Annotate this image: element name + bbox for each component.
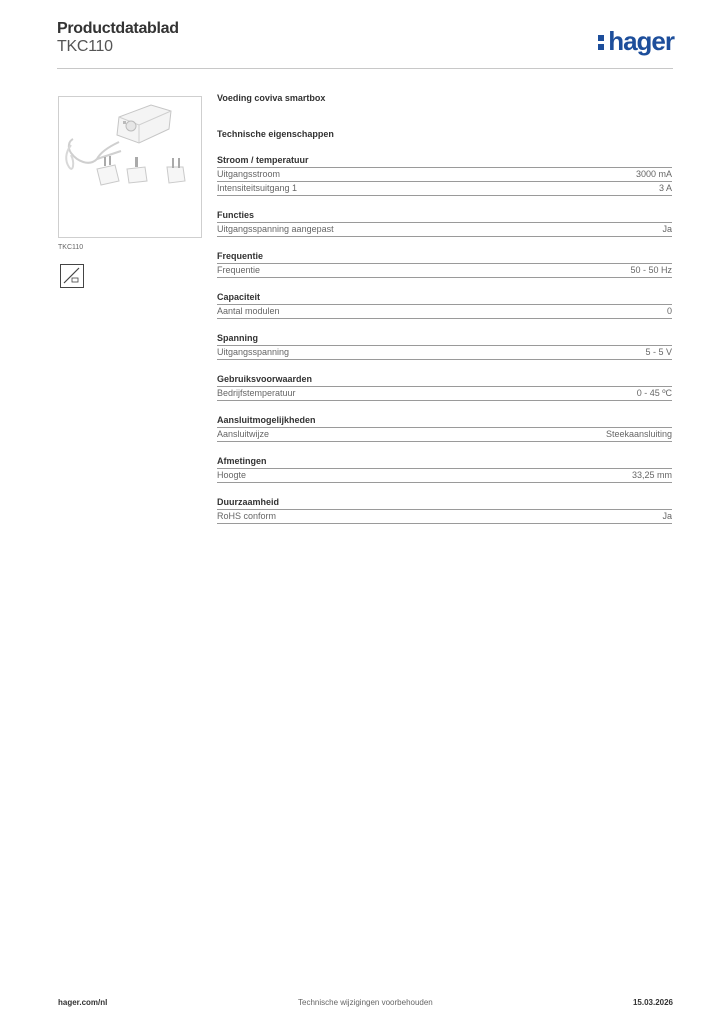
spec-label: Hoogte xyxy=(217,470,247,480)
spec-value: 5 - 5 V xyxy=(645,347,672,357)
spec-row xyxy=(217,428,672,442)
spec-label: RoHS conform xyxy=(217,511,277,521)
spec-group xyxy=(217,455,672,483)
logo-text: hager xyxy=(608,26,674,56)
spec-label: Uitgangsspanning aangepast xyxy=(217,224,334,234)
spec-group-title: Aansluitmogelijkheden xyxy=(217,414,672,428)
spec-group-title: Afmetingen xyxy=(217,455,672,469)
spec-group xyxy=(217,373,672,401)
product-code: TKC110 xyxy=(57,38,113,55)
hager-logo xyxy=(597,26,674,57)
power-adapter-icon xyxy=(59,97,201,237)
section-heading: Technische eigenschappen xyxy=(217,129,334,139)
spec-value: Ja xyxy=(662,511,672,521)
spec-row xyxy=(217,469,672,483)
spec-value: 3000 mA xyxy=(635,169,672,179)
spec-group-title: Functies xyxy=(217,209,672,223)
logo-dots-icon xyxy=(597,31,606,51)
product-name: Voeding coviva smartbox xyxy=(217,93,326,103)
spec-row xyxy=(217,510,672,524)
specifications xyxy=(217,92,672,524)
spec-label: Bedrijfstemperatuur xyxy=(217,388,296,398)
spec-group xyxy=(217,332,672,360)
spec-row xyxy=(217,346,672,360)
spec-label: Uitgangsstroom xyxy=(217,169,281,179)
spec-label: Aansluitwijze xyxy=(217,429,270,439)
spec-row xyxy=(217,264,672,278)
spec-row xyxy=(217,387,672,401)
spec-value: 3 A xyxy=(658,183,672,193)
spec-value: Steekaansluiting xyxy=(605,429,672,439)
spec-value: 0 - 45 ºC xyxy=(636,388,672,398)
spec-label: Intensiteitsuitgang 1 xyxy=(217,183,298,193)
spec-row xyxy=(217,168,672,182)
page-title: Productdatablad xyxy=(57,20,179,37)
footer-date: 15.03.2026 xyxy=(632,998,673,1007)
spec-value: Ja xyxy=(662,224,672,234)
spec-group xyxy=(217,414,672,442)
footer-website: hager.com/nl xyxy=(58,998,108,1007)
spec-group xyxy=(217,291,672,319)
safety-transformer-icon xyxy=(60,264,84,288)
spec-group xyxy=(217,250,672,278)
product-image xyxy=(58,96,202,238)
spec-group-title: Spanning xyxy=(217,332,672,346)
spec-row xyxy=(217,305,672,319)
spec-label: Frequentie xyxy=(217,265,261,275)
spec-label: Aantal modulen xyxy=(217,306,280,316)
spec-label: Uitgangsspanning xyxy=(217,347,290,357)
spec-value: 0 xyxy=(666,306,672,316)
spec-group-title: Duurzaamheid xyxy=(217,496,672,510)
spec-group xyxy=(217,154,672,196)
spec-row xyxy=(217,223,672,237)
image-caption: TKC110 xyxy=(58,244,84,251)
spec-value: 33,25 mm xyxy=(631,470,672,480)
spec-group-title: Frequentie xyxy=(217,250,672,264)
spec-value: 50 - 50 Hz xyxy=(630,265,672,275)
spec-group-title: Capaciteit xyxy=(217,291,672,305)
spec-group-title: Stroom / temperatuur xyxy=(217,154,672,168)
header-divider xyxy=(57,68,673,69)
spec-group-title: Gebruiksvoorwaarden xyxy=(217,373,672,387)
spec-group xyxy=(217,496,672,524)
spec-row xyxy=(217,182,672,196)
spec-group xyxy=(217,209,672,237)
footer-notice: Technische wijzigingen voorbehouden xyxy=(298,998,433,1007)
